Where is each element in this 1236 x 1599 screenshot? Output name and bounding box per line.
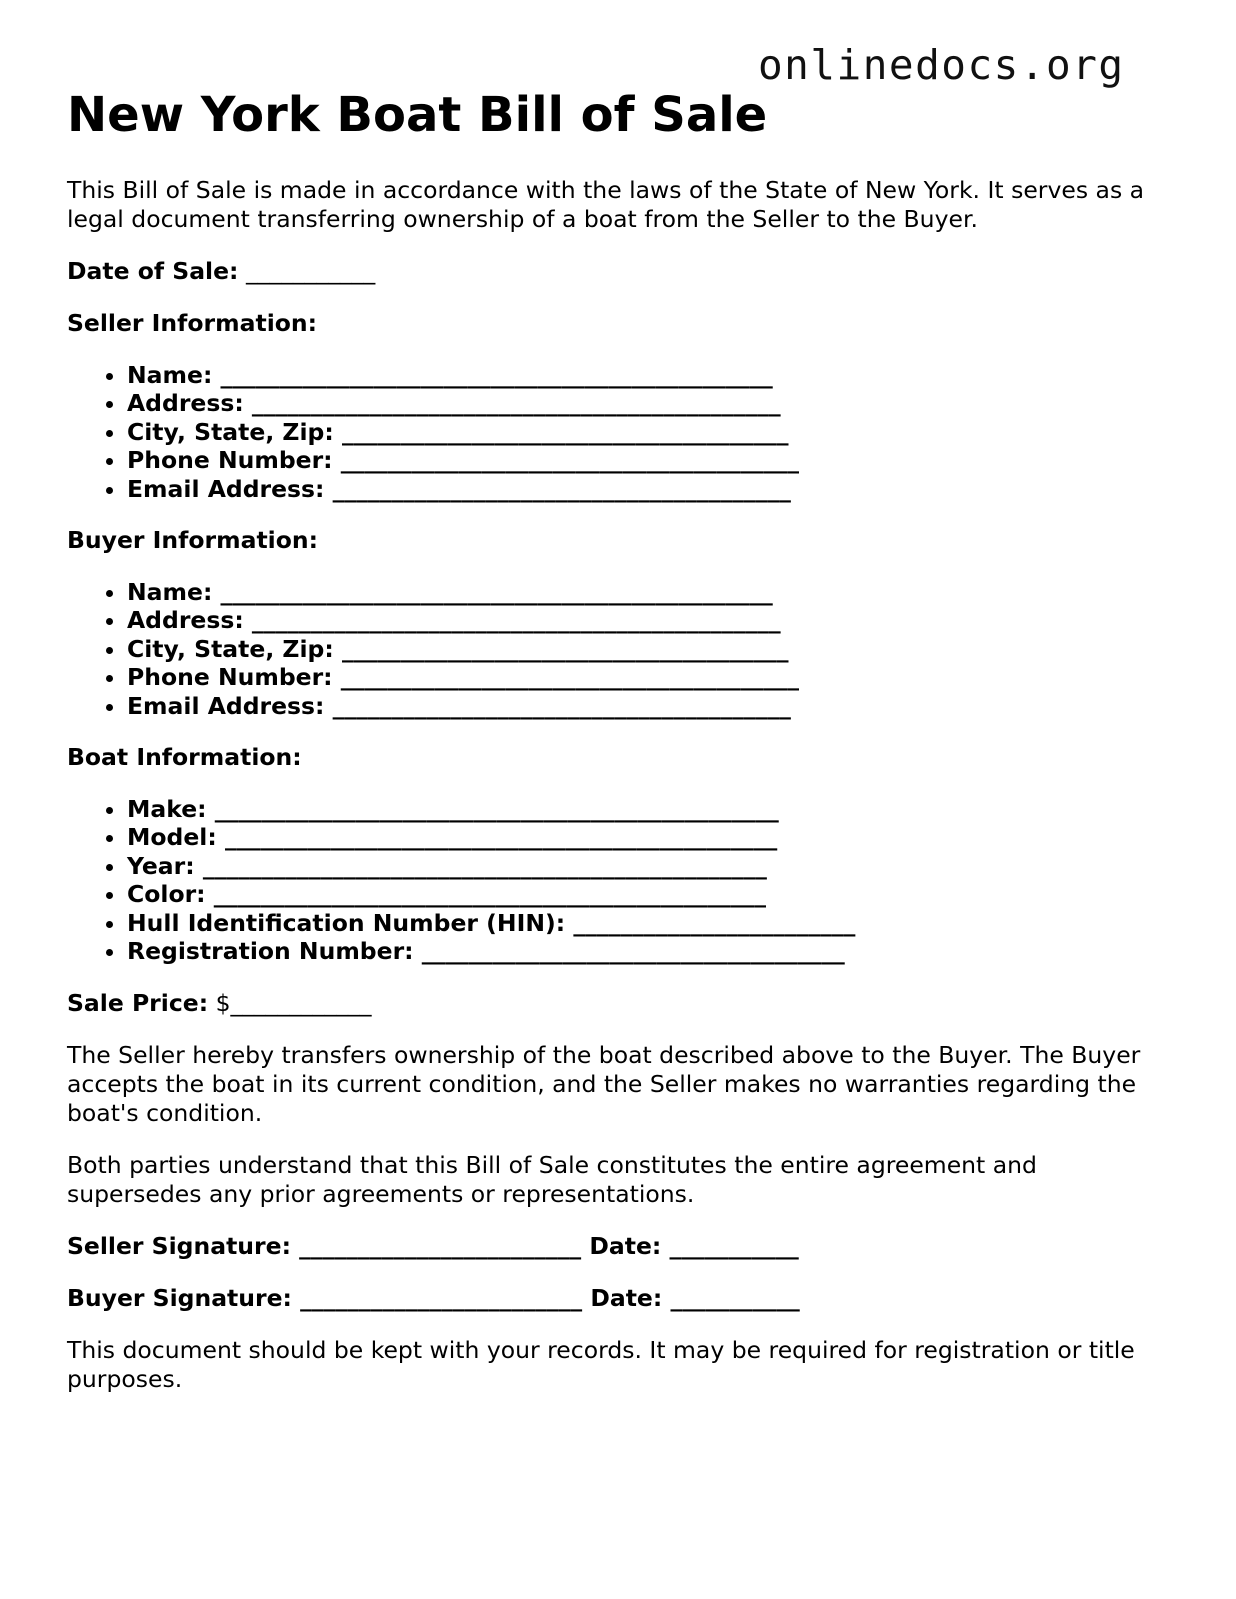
boat-hin-blank[interactable]: ________________________ — [573, 908, 856, 937]
boat-make-label: Make: — [127, 795, 207, 824]
seller-address-label: Address: — [127, 389, 244, 418]
buyer-address-blank[interactable]: _____________________________________________ — [251, 606, 781, 635]
buyer-address-item — [127, 606, 1177, 634]
boat-model-item — [127, 823, 1177, 851]
boat-color-item — [127, 880, 1177, 908]
boat-registration-label: Registration Number: — [127, 937, 414, 966]
seller-name-blank[interactable]: _______________________________________________ — [220, 361, 773, 389]
seller-signature-label: Seller Signature: — [67, 1231, 291, 1260]
buyer-signature-blank[interactable]: ________________________ — [300, 1283, 583, 1312]
buyer-signature-line — [67, 1284, 1177, 1313]
buyer-date-blank[interactable]: ___________ — [670, 1283, 800, 1312]
buyer-city-state-zip-blank[interactable]: ______________________________________ — [341, 634, 789, 663]
boat-hin-item — [127, 909, 1177, 937]
boat-color-label: Color: — [127, 880, 206, 909]
document-title: New York Boat Bill of Sale — [67, 87, 768, 143]
seller-phone-label: Phone Number: — [127, 446, 333, 475]
buyer-name-item — [127, 578, 1177, 606]
seller-phone-blank[interactable]: _______________________________________ — [340, 446, 800, 475]
watermark-onlinedocs: onlinedocs.org — [758, 41, 1125, 89]
seller-date-blank[interactable]: ___________ — [669, 1231, 799, 1260]
boat-make-blank[interactable]: ________________________________________________ — [214, 795, 779, 824]
seller-name-item — [127, 361, 1177, 389]
boat-registration-blank[interactable]: ____________________________________ — [421, 937, 845, 966]
buyer-name-label: Name: — [127, 578, 213, 607]
seller-date-label: Date: — [589, 1231, 662, 1260]
seller-email-blank[interactable]: _______________________________________ — [332, 474, 791, 503]
seller-information-heading: Seller Information: — [67, 309, 318, 337]
boat-hin-label: Hull Identification Number (HIN): — [127, 908, 566, 937]
buyer-signature-label: Buyer Signature: — [67, 1283, 292, 1312]
sale-price-currency: $ — [215, 988, 231, 1017]
boat-model-label: Model: — [127, 823, 217, 852]
transfer-paragraph: The Seller hereby transfers ownership of the boat described above to the Buyer. The Buyer accepts the boat in its current condition, and the Seller makes no warranties regarding the boat's condition. — [67, 1040, 1141, 1127]
date-of-sale-blank[interactable]: ___________ — [245, 257, 376, 285]
seller-email-item — [127, 475, 1177, 503]
boat-information-heading: Boat Information: — [67, 743, 302, 772]
buyer-information-heading: Buyer Information: — [67, 526, 319, 555]
buyer-city-state-zip-label: City, State, Zip: — [127, 634, 334, 663]
footer-note: This document should be kept with your records. It may be required for registration or title purposes. — [67, 1335, 1135, 1393]
buyer-name-blank[interactable]: _______________________________________________ — [220, 578, 773, 607]
buyer-phone-blank[interactable]: _______________________________________ — [340, 663, 800, 692]
buyer-city-state-zip-item — [127, 635, 1177, 663]
buyer-email-item — [127, 692, 1177, 720]
date-of-sale-line — [67, 257, 1177, 286]
seller-information-list — [67, 361, 1177, 503]
boat-color-blank[interactable]: _______________________________________________ — [213, 880, 767, 909]
buyer-date-label: Date: — [590, 1283, 663, 1312]
seller-name-label: Name: — [127, 361, 213, 389]
seller-city-state-zip-label: City, State, Zip: — [127, 417, 334, 446]
seller-address-blank[interactable]: _____________________________________________ — [251, 389, 781, 418]
sale-price-label: Sale Price: — [67, 988, 209, 1017]
boat-make-item — [127, 795, 1177, 823]
date-of-sale-label: Date of Sale: — [67, 257, 239, 285]
seller-address-item — [127, 389, 1177, 417]
agreement-paragraph: Both parties understand that this Bill of Sale constitutes the entire agreement and supersedes any prior agreements or representations. — [67, 1150, 1037, 1208]
seller-city-state-zip-item — [127, 418, 1177, 446]
boat-year-item — [127, 852, 1177, 880]
seller-signature-line — [67, 1232, 1177, 1261]
seller-city-state-zip-blank[interactable]: ______________________________________ — [341, 417, 789, 446]
document-page — [67, 85, 1177, 1394]
sale-price-blank[interactable]: ____________ — [230, 988, 372, 1017]
sale-price-line — [67, 989, 1177, 1018]
boat-model-blank[interactable]: _______________________________________________ — [224, 823, 778, 852]
intro-paragraph: This Bill of Sale is made in accordance with the laws of the State of New York. It serves as a legal document transferring ownership of a boat from the Seller to the Buyer. — [67, 176, 1145, 233]
boat-year-blank[interactable]: ________________________________________________ — [202, 851, 767, 880]
boat-year-label: Year: — [127, 851, 195, 880]
buyer-information-list — [67, 578, 1177, 720]
boat-registration-item — [127, 937, 1177, 965]
buyer-email-blank[interactable]: _______________________________________ — [332, 691, 791, 720]
seller-signature-blank[interactable]: ________________________ — [299, 1231, 582, 1260]
seller-email-label: Email Address: — [127, 474, 325, 503]
boat-information-list — [67, 795, 1177, 965]
seller-phone-item — [127, 446, 1177, 474]
buyer-email-label: Email Address: — [127, 691, 325, 720]
buyer-phone-label: Phone Number: — [127, 663, 333, 692]
buyer-phone-item — [127, 663, 1177, 691]
buyer-address-label: Address: — [127, 606, 244, 635]
